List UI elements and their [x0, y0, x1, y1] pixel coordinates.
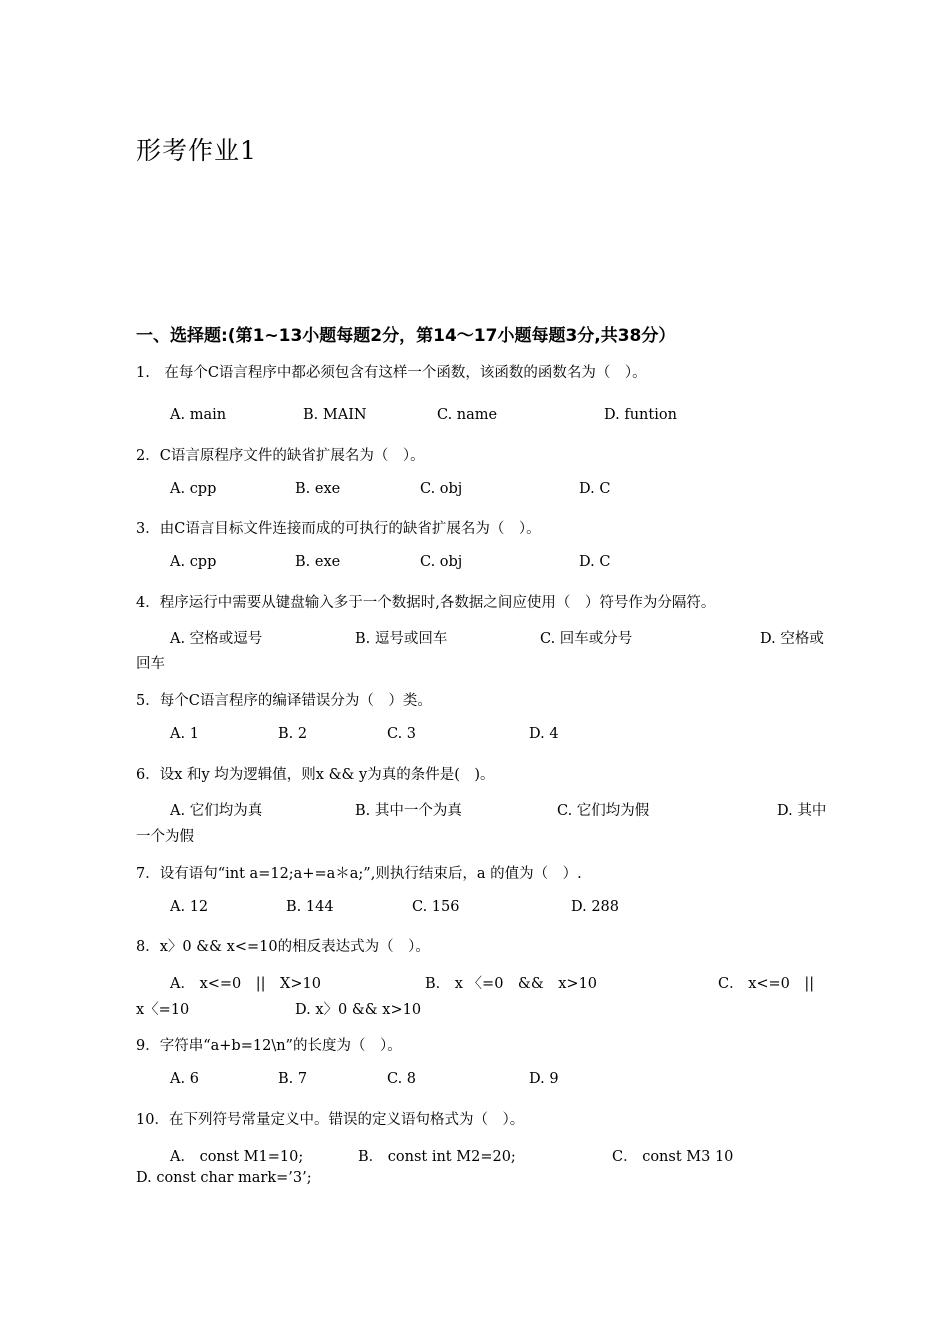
question-7-option-c: C. 156: [412, 899, 460, 915]
question-3-option-c: C. obj: [420, 554, 463, 570]
section-heading: 一、选择题:(第1~13小题每题2分，第14～17小题每题3分,共38分）: [136, 326, 676, 346]
question-7-text: 7．设有语句“int a=12;a+=a＊a;”,则执行结束后，a 的值为（ ）.: [136, 866, 582, 882]
question-5-option-b: B. 2: [278, 726, 308, 742]
question-9-text: 9．字符串“a+b=12\n”的长度为（ ）。: [136, 1038, 402, 1054]
question-1-text: 1. 在每个C语言程序中都必须包含有这样一个函数，该函数的函数名为（ ）。: [136, 365, 647, 381]
question-7-option-b: B. 144: [286, 899, 334, 915]
question-4-option-a: A. 空格或逗号: [170, 631, 263, 647]
question-7-option-a: A. 12: [170, 899, 209, 915]
question-5-option-a: A. 1: [170, 726, 199, 742]
question-6-text: 6．设x 和y 均为逻辑值，则x && y为真的条件是( )。: [136, 767, 495, 783]
question-10-option-b: B． const int M2=20;: [358, 1149, 516, 1165]
question-10-text: 10．在下列符号常量定义中。错误的定义语句格式为（ ）。: [136, 1112, 525, 1128]
question-6-option-c: C. 它们均为假: [557, 803, 650, 819]
question-8-text: 8．x〉0 && x<=10的相反表达式为（ ）。: [136, 939, 430, 955]
question-9-option-d: D. 9: [529, 1071, 559, 1087]
question-8-option-a: A． x<=0 || X>10: [170, 976, 321, 992]
question-5-text: 5．每个C语言程序的编译错误分为（ ）类。: [136, 693, 432, 709]
question-2-text: 2．C语言原程序文件的缺省扩展名为（ ）。: [136, 448, 425, 464]
question-6-option-b: B. 其中一个为真: [355, 803, 462, 819]
question-3-option-d: D. C: [579, 554, 611, 570]
question-1-option-c: C. name: [437, 407, 498, 423]
question-6-option-d: D. 其中: [777, 803, 827, 819]
question-2-option-d: D. C: [579, 481, 611, 497]
document-title: 形考作业1: [136, 136, 257, 165]
question-10-option-c: C． const M3 10: [612, 1149, 734, 1165]
question-3-text: 3．由C语言目标文件连接而成的可执行的缺省扩展名为（ ）。: [136, 521, 541, 537]
question-4-option-c: C. 回车或分号: [540, 631, 633, 647]
question-3-option-a: A. cpp: [170, 554, 217, 570]
question-4-option-d-continuation: 回车: [136, 656, 165, 672]
question-2-option-c: C. obj: [420, 481, 463, 497]
question-8-option-c-continuation: x〈=10: [136, 1002, 190, 1018]
question-4-option-b: B. 逗号或回车: [355, 631, 448, 647]
question-6-option-d-continuation: 一个为假: [136, 829, 194, 845]
question-4-option-d: D. 空格或: [760, 631, 824, 647]
question-1-option-b: B. MAIN: [303, 407, 367, 423]
question-9-option-c: C. 8: [387, 1071, 417, 1087]
question-5-option-d: D. 4: [529, 726, 559, 742]
question-1-option-d: D. funtion: [604, 407, 677, 423]
question-6-option-a: A. 它们均为真: [170, 803, 263, 819]
question-3-option-b: B. exe: [295, 554, 341, 570]
question-2-option-b: B. exe: [295, 481, 341, 497]
question-10-option-d: D. const char mark=’3’;: [136, 1170, 312, 1186]
question-4-text: 4．程序运行中需要从键盘输入多于一个数据时,各数据之间应使用（ ）符号作为分隔符。: [136, 595, 716, 611]
question-9-option-a: A. 6: [170, 1071, 199, 1087]
question-2-option-a: A. cpp: [170, 481, 217, 497]
question-8-option-d: D. x〉0 && x>10: [295, 1002, 422, 1018]
question-7-option-d: D. 288: [571, 899, 620, 915]
question-9-option-b: B. 7: [278, 1071, 308, 1087]
question-10-option-a: A． const M1=10;: [170, 1149, 304, 1165]
question-8-option-b: B． x 〈=0 && x>10: [425, 976, 598, 992]
question-8-option-c: C． x<=0 ||: [718, 976, 815, 992]
question-1-option-a: A. main: [170, 407, 227, 423]
question-5-option-c: C. 3: [387, 726, 417, 742]
